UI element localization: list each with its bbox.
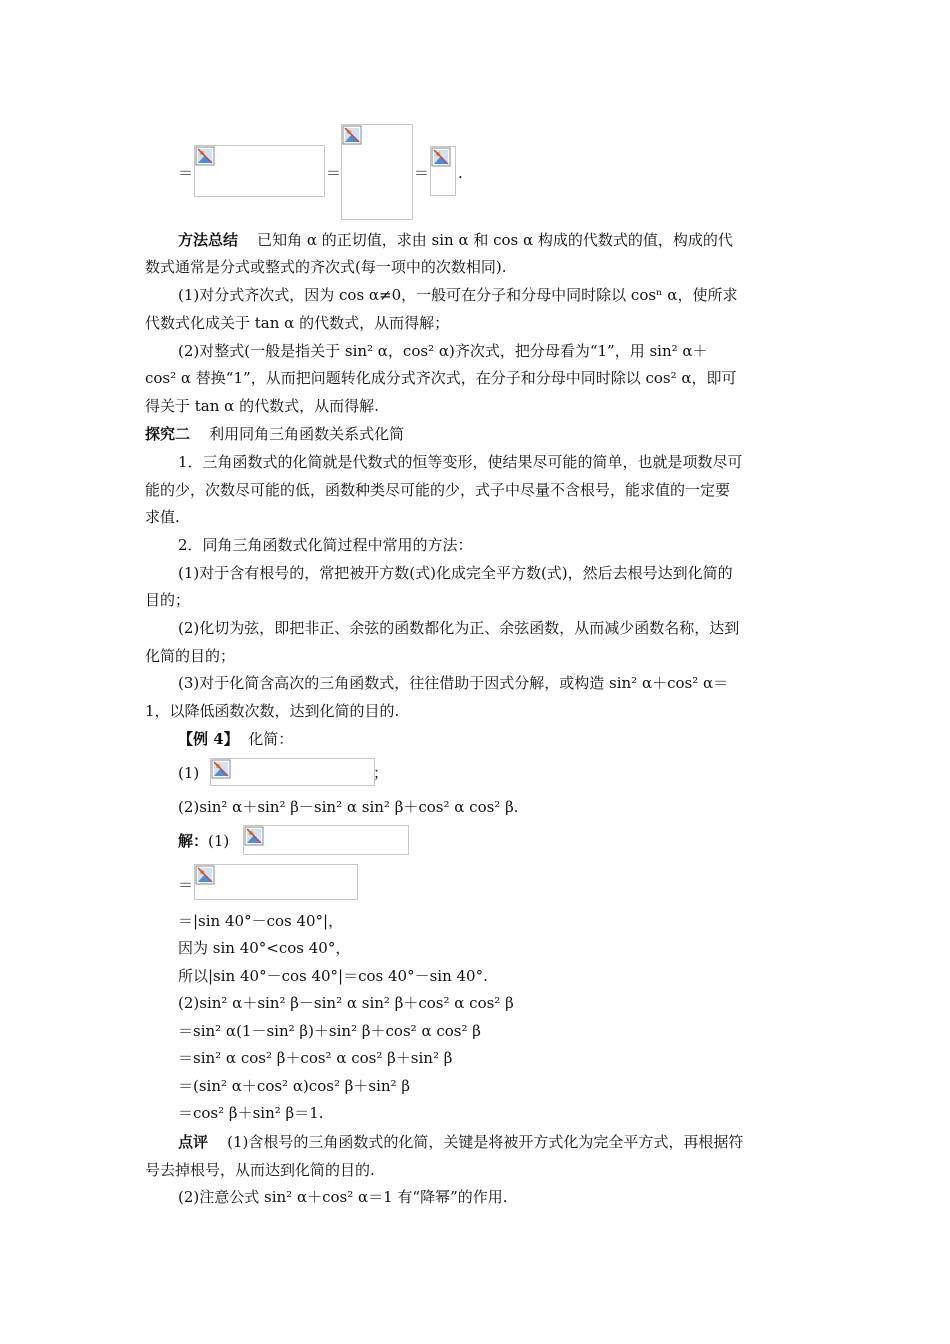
broken-image-icon xyxy=(211,759,231,779)
formula-image xyxy=(430,146,456,196)
broken-image-icon xyxy=(195,146,215,166)
solution-heading xyxy=(178,831,229,851)
paragraph-text: 化简的目的； xyxy=(145,647,236,665)
formula-image xyxy=(210,758,375,786)
section-label: 探究二 xyxy=(145,425,191,443)
method-summary-line xyxy=(178,230,733,250)
solution-step: ＝cos² β＋sin² β＝1. xyxy=(178,1104,324,1122)
question-number: (1) xyxy=(178,764,200,782)
section-heading xyxy=(145,424,404,444)
paragraph-text: 号去掉根号，从而达到化简的目的. xyxy=(145,1161,375,1179)
paragraph-text: (1)含根号的三角函数式的化简，关键是将被开方式化为完全平方式，再根据符 xyxy=(227,1133,744,1151)
equals-sign: ＝ xyxy=(178,876,194,894)
paragraph-text: 代数式化成关于 tan α 的代数式，从而得解； xyxy=(145,314,450,332)
formula-image xyxy=(194,145,325,197)
method-summary-label: 方法总结 xyxy=(178,231,239,249)
example-heading xyxy=(178,729,293,749)
semicolon: ； xyxy=(373,764,389,782)
paragraph-text: (2)化切为弦，即把非正、余弦的函数都化为正、余弦函数，从而减少函数名称，达到 xyxy=(178,619,740,637)
equals-sign: ＝ xyxy=(178,164,194,182)
solution-step: 因为 sin 40°<cos 40°， xyxy=(178,939,351,957)
example-task: 化简： xyxy=(248,730,294,748)
paragraph-text: 求值. xyxy=(145,508,180,526)
equals-sign: ＝ xyxy=(414,164,430,182)
broken-image-icon xyxy=(244,826,264,846)
paragraph-text: (1)对于含有根号的，常把被开方数(式)化成完全平方数(式)，然后去根号达到化简的 xyxy=(178,564,733,582)
example-label: 【例 4】 xyxy=(178,730,239,748)
comment-line xyxy=(178,1132,743,1152)
paragraph-text: 目的； xyxy=(145,591,191,609)
question-text: (2)sin² α＋sin² β－sin² α sin² β＋cos² α cos² β. xyxy=(178,798,519,816)
equals-sign: ＝ xyxy=(326,164,342,182)
comment-label: 点评 xyxy=(178,1133,209,1151)
solution-number: (1) xyxy=(208,832,230,850)
period: . xyxy=(458,164,463,182)
formula-image xyxy=(243,825,409,855)
paragraph-text: (2)对整式(一般是指关于 sin² α，cos² α)齐次式，把分母看为“1”，用 sin² α＋ xyxy=(178,342,708,360)
solution-step: ＝(sin² α＋cos² α)cos² β＋sin² β xyxy=(178,1077,411,1095)
paragraph-text: 1．三角函数式的化简就是代数式的恒等变形，使结果尽可能的简单，也就是项数尽可 xyxy=(178,453,743,471)
paragraph-text: (3)对于化简含高次的三角函数式，往往借助于因式分解，或构造 sin² α＋cos² α＝ xyxy=(178,674,729,692)
broken-image-icon xyxy=(342,125,362,145)
solution-step: ＝sin² α(1－sin² β)＋sin² β＋cos² α cos² β xyxy=(178,1022,481,1040)
paragraph-text: 已知角 α 的正切值，求由 sin α 和 cos α 构成的代数式的值，构成的代 xyxy=(257,231,733,249)
solution-step: (2)sin² α＋sin² β－sin² α sin² β＋cos² α cos² β xyxy=(178,994,514,1012)
paragraph-text: 得关于 tan α 的代数式，从而得解. xyxy=(145,397,379,415)
section-title: 利用同角三角函数关系式化简 xyxy=(209,425,405,443)
solution-label: 解： xyxy=(178,832,209,850)
paragraph-text: (1)对分式齐次式，因为 cos α≠0，一般可在分子和分母中同时除以 cosⁿ α，使所求 xyxy=(178,286,738,304)
solution-step: ＝sin² α cos² β＋cos² α cos² β＋sin² β xyxy=(178,1049,453,1067)
paragraph-text: 1，以降低函数次数，达到化简的目的. xyxy=(145,702,400,720)
broken-image-icon xyxy=(431,147,451,167)
paragraph-text: 2．同角三角函数式化简过程中常用的方法： xyxy=(178,536,473,554)
broken-image-icon xyxy=(195,865,215,885)
formula-image xyxy=(194,864,358,900)
paragraph-text: (2)注意公式 sin² α＋cos² α＝1 有“降幂”的作用. xyxy=(178,1188,508,1206)
paragraph-text: 数式通常是分式或整式的齐次式(每一项中的次数相同). xyxy=(145,258,507,276)
paragraph-text: cos² α 替换“1”，从而把问题转化成分式齐次式，在分子和分母中同时除以 cos² α，即可 xyxy=(145,369,737,387)
paragraph-text: 能的少，次数尽可能的低，函数种类尽可能的少，式子中尽量不含根号，能求值的一定要 xyxy=(145,481,731,499)
solution-step: ＝|sin 40°－cos 40°|， xyxy=(178,912,344,930)
solution-step: 所以|sin 40°－cos 40°|＝cos 40°－sin 40°. xyxy=(178,967,488,985)
formula-image xyxy=(341,124,413,220)
